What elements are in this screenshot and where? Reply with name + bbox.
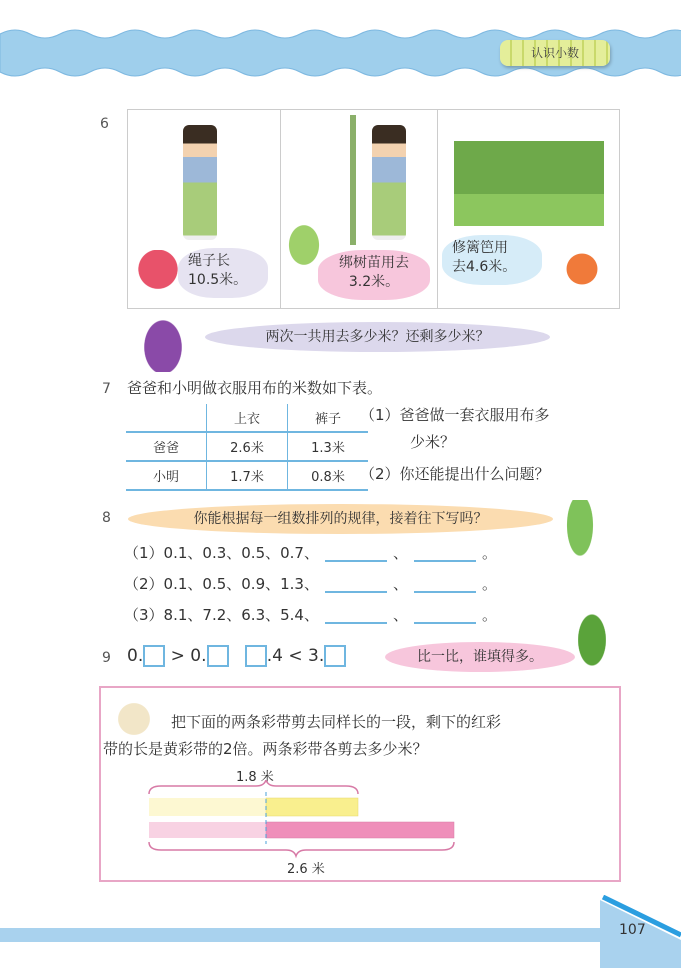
chapter-title-tag: 认识小数 — [500, 40, 610, 66]
question-number-8: 8 — [102, 510, 111, 526]
eggplant-character-icon — [137, 310, 189, 372]
table-row: 爸爸 2.6米 1.3米 — [126, 432, 368, 461]
speech-bubble-fence: 修篱笆用 去4.6米。 — [442, 235, 542, 285]
ribbon-diagram — [146, 780, 476, 860]
thinking-line-2: 带的长是黄彩带的2倍。两条彩带各剪去多少米？ — [103, 740, 428, 758]
thinking-line-1: 把下面的两条彩带剪去同样长的一段，剩下的红彩 — [171, 713, 502, 731]
sequence-2: （2）0.1、0.5、0.9、1.3、 、 。 — [124, 575, 497, 593]
boy-fixing-fence-illustration — [454, 120, 604, 226]
sequence-1: （1）0.1、0.3、0.5、0.7、 、 。 — [124, 544, 497, 562]
answer-blank[interactable] — [414, 577, 476, 593]
digit-box[interactable] — [143, 645, 165, 667]
page-number: 107 — [619, 922, 646, 938]
q7-intro: 爸爸和小明做衣服用布的米数如下表。 — [127, 379, 383, 397]
duck-thinking-icon — [111, 698, 157, 740]
boy-tying-tree-illustration — [372, 125, 406, 240]
question-number-9: 9 — [102, 650, 111, 666]
answer-blank[interactable] — [325, 546, 387, 562]
q7-sub-question-1: （1）爸爸做一套衣服用布多 — [360, 406, 550, 424]
digit-box[interactable] — [324, 645, 346, 667]
boy-holding-rope-illustration — [183, 125, 217, 240]
thinking-problem-box — [99, 686, 621, 882]
cloth-usage-table — [126, 404, 368, 491]
answer-blank[interactable] — [414, 608, 476, 624]
speech-bubble-tree: 绑树苗用去 3.2米。 — [318, 250, 430, 300]
cabbage-character-icon — [560, 500, 600, 572]
sapling-illustration — [350, 115, 356, 245]
pepper-character-icon — [285, 220, 323, 270]
answer-blank[interactable] — [414, 546, 476, 562]
bean-character-icon — [568, 596, 616, 684]
q9-bubble: 比一比，谁填得多。 — [385, 642, 575, 672]
question-number-7: 7 — [102, 381, 111, 397]
panel-fence — [437, 110, 619, 308]
speech-bubble-rope: 绳子长 10.5米。 — [178, 248, 268, 298]
answer-blank[interactable] — [325, 608, 387, 624]
q8-prompt-bubble: 你能根据每一组数排列的规律，接着往下写吗？ — [128, 504, 553, 534]
answer-blank[interactable] — [325, 577, 387, 593]
panel-rope — [128, 110, 281, 308]
q7-sub-question-2: （2）你还能提出什么问题？ — [360, 465, 550, 483]
q6-illustration-frame — [127, 109, 620, 309]
q7-sub-question-1-cont: 少米？ — [410, 433, 456, 451]
table-row: 小明 1.7米 0.8米 — [126, 461, 368, 490]
question-number-6: 6 — [100, 116, 109, 132]
footer-bar — [0, 928, 610, 942]
panel-tree — [280, 110, 438, 308]
radish-character-icon — [138, 250, 178, 298]
table-header-row: 上衣 裤子 — [126, 404, 368, 432]
digit-box[interactable] — [207, 645, 229, 667]
yellow-ribbon-length: 1.8 米 — [236, 770, 274, 785]
digit-box[interactable] — [245, 645, 267, 667]
q9-comparisons: 0. > 0. .4 < 3. — [127, 644, 346, 668]
red-ribbon-length: 2.6 米 — [287, 862, 325, 877]
tomato-character-icon — [562, 250, 602, 288]
q6-question-bubble: 两次一共用去多少米？还剩多少米？ — [205, 322, 550, 352]
sequence-3: （3）8.1、7.2、6.3、5.4、 、 。 — [124, 606, 497, 624]
